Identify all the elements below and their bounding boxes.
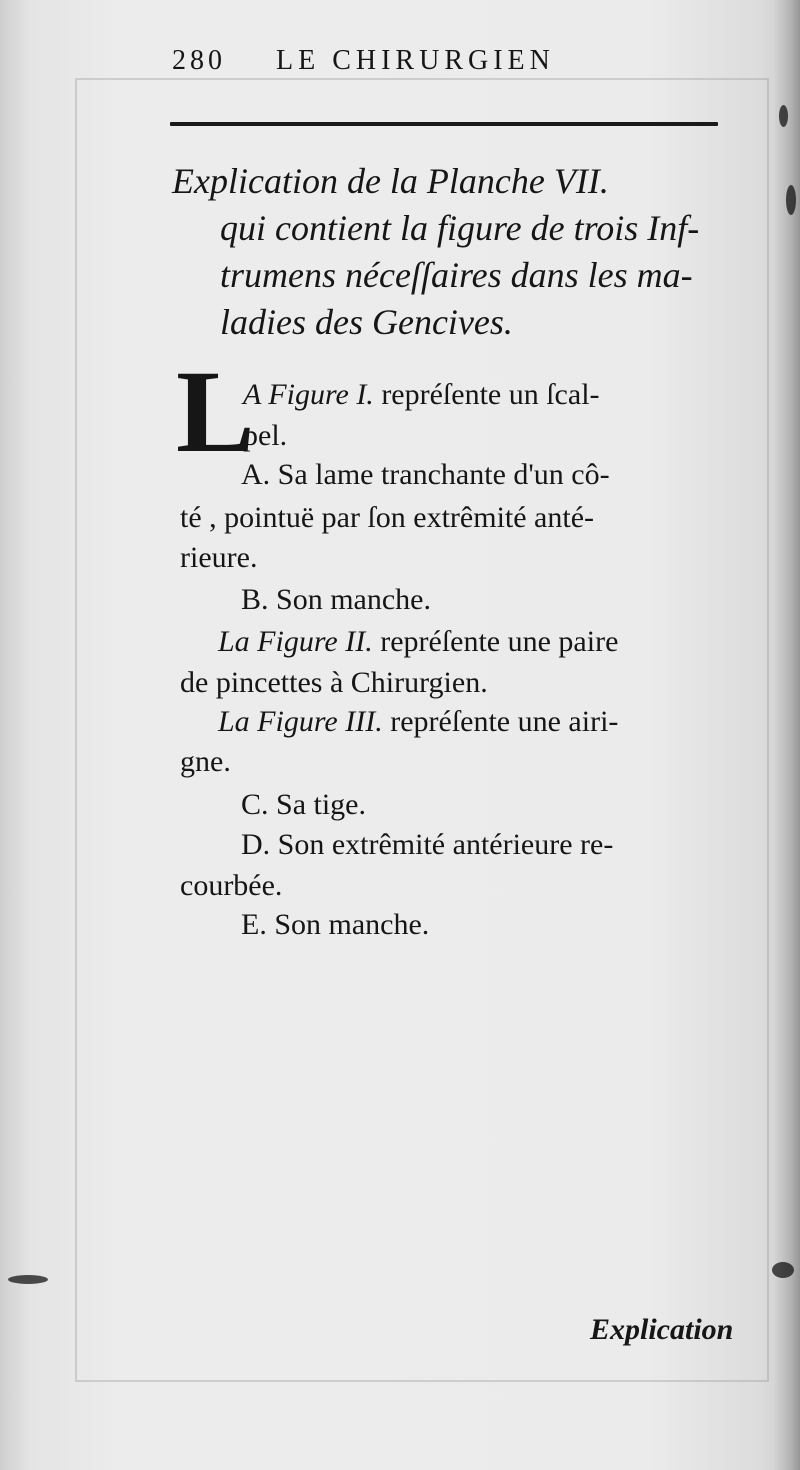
heading-line-1: Explication de la Planche VII.	[172, 161, 609, 201]
figure-3-label: La Figure III.	[218, 705, 383, 738]
ink-blot-bottom-right	[772, 1262, 794, 1278]
item-e-line-1: E. Son manche.	[241, 908, 430, 941]
page-edge-shadow	[774, 0, 800, 1470]
figure-3-line-2: gne.	[180, 745, 231, 778]
item-b-line-1: B. Son manche.	[241, 583, 431, 616]
ink-blot-top-right	[779, 105, 788, 127]
figure-1-label: A Figure I.	[243, 378, 374, 411]
page-number: 280	[172, 45, 226, 76]
heading-line-4: ladies des Gencives.	[220, 302, 513, 342]
heading-line-2: qui contient la figure de trois Inf-	[220, 208, 700, 248]
figure-1-line-1	[243, 375, 600, 415]
figure-2-label: La Figure II.	[218, 625, 373, 658]
running-title: LE CHIRURGIEN	[276, 45, 555, 76]
item-a-line-3: rieure.	[180, 541, 258, 574]
drop-cap: L	[176, 346, 255, 477]
figure-3-line-1	[218, 702, 618, 742]
page-header	[172, 45, 732, 85]
item-a-line-1: A. Sa lame tranchante d'un cô-	[241, 458, 610, 491]
figure-3-description: repréſente une airi-	[390, 705, 619, 738]
item-d-line-1: D. Son extrêmité antérieure re-	[241, 828, 614, 861]
ink-blot-left	[8, 1275, 48, 1284]
heading-line-3: trumens néceſſaires dans les ma-	[220, 255, 693, 295]
figure-1-line-2: pel.	[243, 419, 288, 452]
figure-2-description: repréſente une paire	[380, 625, 619, 658]
item-d-line-2: courbée.	[180, 869, 283, 902]
figure-2-line-2: de pincettes à Chirurgien.	[180, 666, 488, 699]
figure-2-line-1	[218, 622, 618, 662]
item-a-line-2: té , pointuë par ſon extrêmité anté-	[180, 501, 595, 534]
figure-1-description: repréſente un ſcal-	[381, 378, 600, 411]
header-rule	[170, 122, 718, 126]
catchword: Explication	[590, 1313, 734, 1346]
item-c-line-1: C. Sa tige.	[241, 788, 366, 821]
ink-blot-right	[786, 185, 796, 215]
